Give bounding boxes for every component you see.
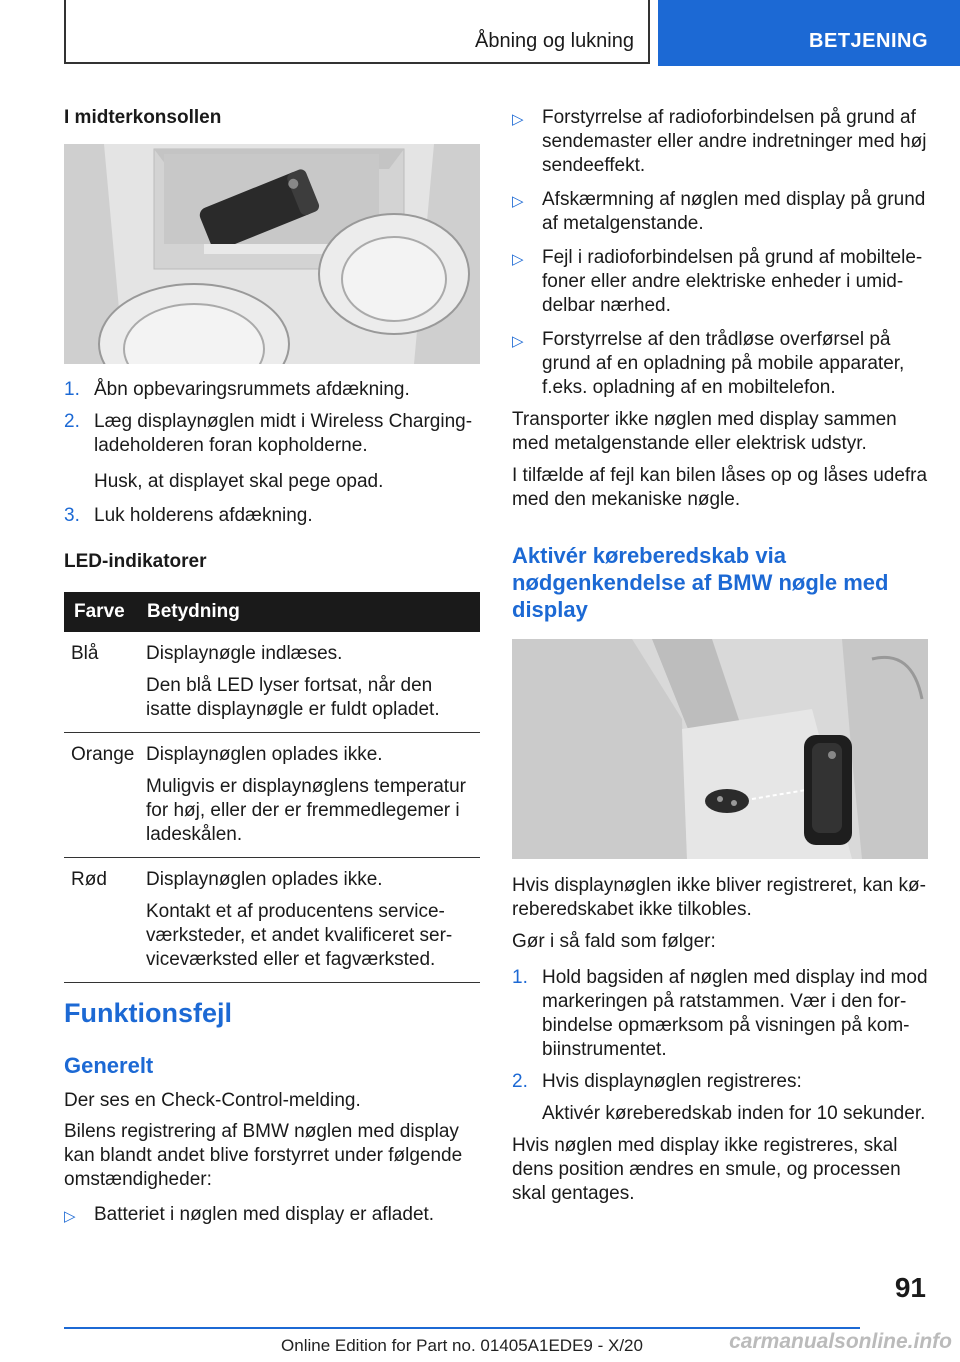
bullet-line: Fejl i radioforbindelsen på grund af mobiltele- [542,247,923,268]
bullet-line: delbar nærhed. [542,295,671,316]
step-number: 3. [64,505,80,526]
meaning-line: isatte displaynøgle er fuldt opladet. [146,699,440,720]
right-bullets [512,106,932,512]
console-illustration [64,144,480,364]
heading-generelt: Generelt [64,1053,154,1078]
bullet-text [542,246,922,318]
step-note: Aktivér køreberedskab inden for 10 sekunder. [542,1103,926,1124]
list-item [512,246,932,318]
paragraph-line: Transporter ikke nøglen med display sammen [512,409,897,430]
meaning-main: Displaynøglen oplades ikke. [146,869,383,890]
heading-line: nødgenkendelse af BMW nøgle med [512,570,889,595]
step-number: 2. [64,411,80,432]
step-text-line: bindelse opmærksom på visningen på kom- [542,1015,910,1036]
paragraph-line: med metalgenstande eller elektrisk udstyr. [512,433,867,454]
table-cell-meaning [139,858,480,983]
paragraph: Der ses en Check-Control-melding. [64,1090,361,1111]
page-number: 91 [894,1272,926,1303]
meaning-line: viceværksted eller et fagværksted. [146,949,436,970]
header-chapter-title: BETJENING [809,30,928,52]
bullet-text [542,328,904,400]
list-item [64,410,480,464]
meaning-line: Kontakt et af producentens service- [146,901,445,922]
list-item [512,1070,932,1094]
paragraph-line: Hvis nøglen med display ikke registreres, skal [512,1135,898,1156]
table-cell-meaning [139,632,480,733]
heading-aktiver-koereberedskab [512,542,888,623]
bullet-line: grund af en opladning på mobile apparater, [542,353,905,374]
table-cell-color: Blå [64,632,139,733]
step-text: Luk holderens afdækning. [94,505,313,526]
meaning-detail [146,900,480,972]
table-row [64,632,480,733]
header-chapter-tab [658,0,960,66]
paragraph-line: med den mekaniske nøgle. [512,489,741,510]
meaning-line: Muligvis er displaynøglens temperatur [146,776,466,797]
bullet-text [542,106,926,178]
triangle-bullet-icon: ▷ [512,251,524,268]
heading-line: display [512,597,588,622]
bullet-line: Afskærmning af nøglen med display på grund [542,189,926,210]
header-section-tab [64,0,650,64]
step-note: Husk, at displayet skal pege opad. [94,471,384,492]
paragraph [64,1120,484,1192]
paragraph-line: omstændigheder: [64,1169,212,1190]
table-row [64,858,480,983]
bullet-line: sendeeffekt. [542,155,646,176]
paragraph-line: Bilens registrering af BMW nøglen med display [64,1121,459,1142]
bullet-line: af metalgenstande. [542,213,704,234]
table-cell-meaning [139,733,480,858]
meaning-detail [146,674,480,722]
list-item [512,188,932,236]
paragraph: Gør i så fald som følger: [512,931,716,952]
meaning-line: ladeskålen. [146,824,243,845]
step-text: Hvis displaynøglen registreres: [542,1071,802,1092]
table-cell-color: Orange [64,733,139,858]
meaning-line: værksteder, et andet kvalificeret ser- [146,925,453,946]
step-text-line: Læg displaynøglen midt i Wireless Charging- [94,411,473,432]
table-cell-color: Rød [64,858,139,983]
paragraph-line: kan blandt andet blive forstyrret under følgende [64,1145,463,1166]
list-item [512,966,932,1062]
right-lower-body [512,874,932,1206]
paragraph [512,464,932,512]
footer-divider [64,1327,860,1329]
step-number: 2. [512,1071,528,1092]
heading-led-indikatorer: LED-indikatorer [64,551,207,572]
table-header-betydning: Betydning [139,592,480,632]
meaning-main: Displaynøgle indlæses. [146,643,343,664]
list-item [64,504,480,528]
paragraph-line: skal gentages. [512,1183,635,1204]
triangle-bullet-icon: ▷ [512,111,524,128]
bullet-line: f.eks. opladning af en mobiltelefon. [542,377,836,398]
bullet-line: sendemaster eller andre indretninger med høj [542,131,927,152]
footer-edition: Online Edition for Part no. 01405A1EDE9 - X/20 [281,1336,643,1355]
list-item [512,106,932,178]
triangle-bullet-icon: ▷ [64,1208,76,1225]
watermark: carmanualsonline.info [729,1330,952,1353]
bullet-line: Forstyrrelse af radioforbindelsen på grund af [542,107,916,128]
paragraph-line: reberedskabet ikke tilkobles. [512,899,752,920]
paragraph [512,1134,932,1206]
step-text-line: ladeholderen foran kopholderne. [94,435,368,456]
heading-midterkonsollen: I midterkonsollen [64,107,222,128]
step-text-line: Hold bagsiden af nøglen med display ind mod [542,967,928,988]
list-item [64,378,480,402]
bullet-line: foner eller andre elektriske enheder i umid- [542,271,904,292]
meaning-detail [146,775,480,847]
bullet-line: Forstyrrelse af den trådløse overførsel på [542,329,891,350]
heading-funktionsfejl: Funktionsfejl [64,998,232,1028]
paragraph [512,874,932,922]
led-table [64,592,480,983]
step-text [94,410,472,458]
step-text [542,966,928,1062]
heading-line: Aktivér køreberedskab via [512,543,786,568]
paragraph-line: I tilfælde af fejl kan bilen låses op og låses udefra [512,465,928,486]
table-header-row [64,592,480,632]
list-item [64,1203,484,1227]
table-header-farve: Farve [64,592,139,632]
steering-column-illustration [512,639,928,859]
step-text-line: biinstrumentet. [542,1039,667,1060]
list-item [512,328,932,400]
step-number: 1. [64,379,80,400]
triangle-bullet-icon: ▷ [512,333,524,350]
meaning-main: Displaynøglen oplades ikke. [146,744,383,765]
paragraph [512,408,932,456]
funktionsfejl-body [64,1089,484,1227]
triangle-bullet-icon: ▷ [512,193,524,210]
paragraph-line: Hvis displaynøglen ikke bliver registreret, kan kø- [512,875,926,896]
meaning-line: for høj, eller der er fremmedlegemer i [146,800,460,821]
meaning-line: Den blå LED lyser fortsat, når den [146,675,433,696]
step-text: Åbn opbevaringsrummets afdækning. [94,379,410,400]
steps-list-left [64,378,480,528]
table-row [64,733,480,858]
step-text-line: markeringen på ratstammen. Vær i den for- [542,991,907,1012]
header-section-title: Åbning og lukning [474,30,634,52]
paragraph-line: dens position ændres en smule, og processen [512,1159,901,1180]
step-number: 1. [512,967,528,988]
bullet-text: Batteriet i nøglen med display er afladet. [94,1204,435,1225]
bullet-text [542,188,925,236]
